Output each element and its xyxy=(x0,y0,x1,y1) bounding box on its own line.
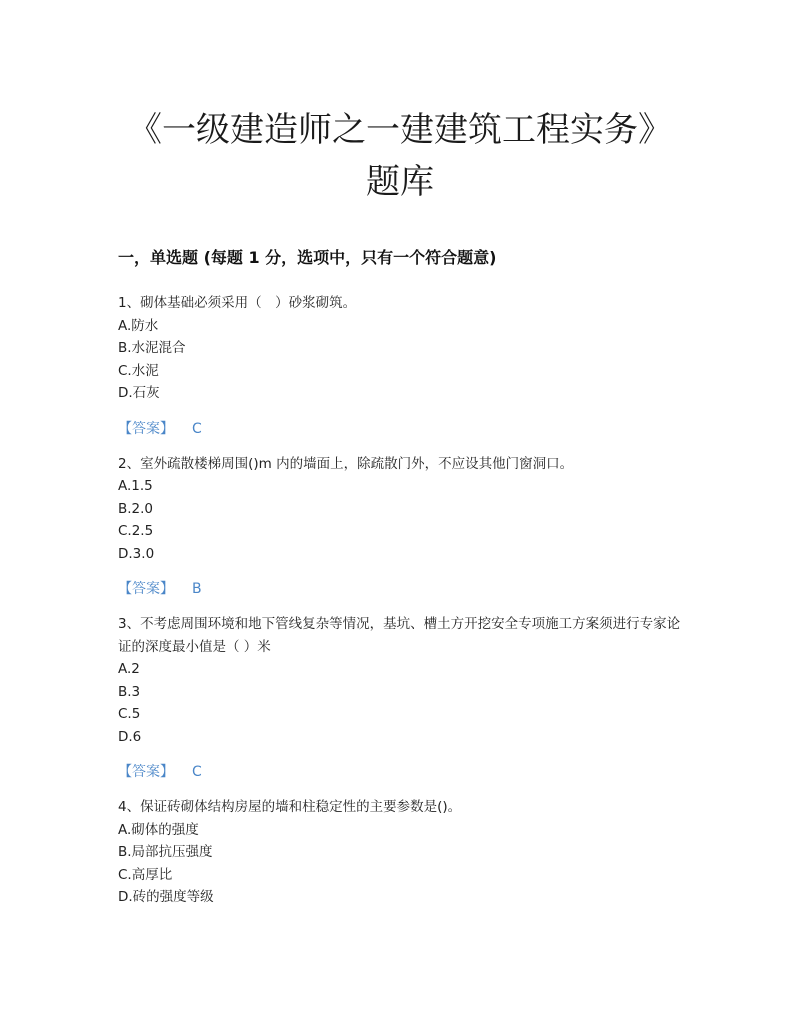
question-stem: 3、不考虑周围环境和地下管线复杂等情况，基坑、槽土方开挖安全专项施工方案须进行专家论证的深度最小值是（ ）米 xyxy=(118,616,681,655)
option-a: A.1.5 xyxy=(118,478,153,494)
option-b: B.局部抗压强度 xyxy=(118,844,213,860)
question-4 xyxy=(118,796,688,909)
answer-label: 【答案】 xyxy=(118,420,174,437)
option-b: B.水泥混合 xyxy=(118,340,186,356)
option-a: A.防水 xyxy=(118,317,159,334)
answer-value: C xyxy=(192,420,202,437)
answer-line xyxy=(118,761,688,783)
answer-line xyxy=(118,418,688,440)
document-title-continued: 题库 xyxy=(366,162,434,202)
option-b: B.3 xyxy=(118,683,141,700)
question-3 xyxy=(118,613,688,783)
option-c: C.高厚比 xyxy=(118,866,173,883)
question-stem: 4、保证砖砌体结构房屋的墙和柱稳定性的主要参数是()。 xyxy=(118,799,462,815)
question-stem: 1、砌体基础必须采用（ ）砂浆砌筑。 xyxy=(118,295,357,311)
section-heading: 一，单选题 (每题 1 分，选项中，只有一个符合题意) xyxy=(118,248,497,267)
answer-label: 【答案】 xyxy=(118,581,174,597)
answer-value: B xyxy=(192,581,202,597)
answer-value: C xyxy=(192,764,202,780)
option-c: C.2.5 xyxy=(118,523,154,539)
option-d: D.3.0 xyxy=(118,545,155,562)
answer-line xyxy=(118,578,688,600)
option-a: A.砌体的强度 xyxy=(118,821,199,838)
question-2 xyxy=(118,453,688,601)
option-d: D.6 xyxy=(118,728,142,745)
option-b: B.2.0 xyxy=(118,500,154,517)
option-a: A.2 xyxy=(118,661,140,677)
question-list xyxy=(118,292,688,909)
option-d: D.石灰 xyxy=(118,385,160,401)
option-c: C.水泥 xyxy=(118,362,159,379)
option-d: D.砖的强度等级 xyxy=(118,889,214,905)
document-title: 《一级建造师之一建建筑工程实务》 xyxy=(128,110,672,150)
question-1 xyxy=(118,292,688,440)
answer-label: 【答案】 xyxy=(118,764,174,780)
question-stem: 2、室外疏散楼梯周围()m 内的墙面上，除疏散门外，不应设其他门窗洞口。 xyxy=(118,455,574,472)
option-c: C.5 xyxy=(118,706,141,722)
